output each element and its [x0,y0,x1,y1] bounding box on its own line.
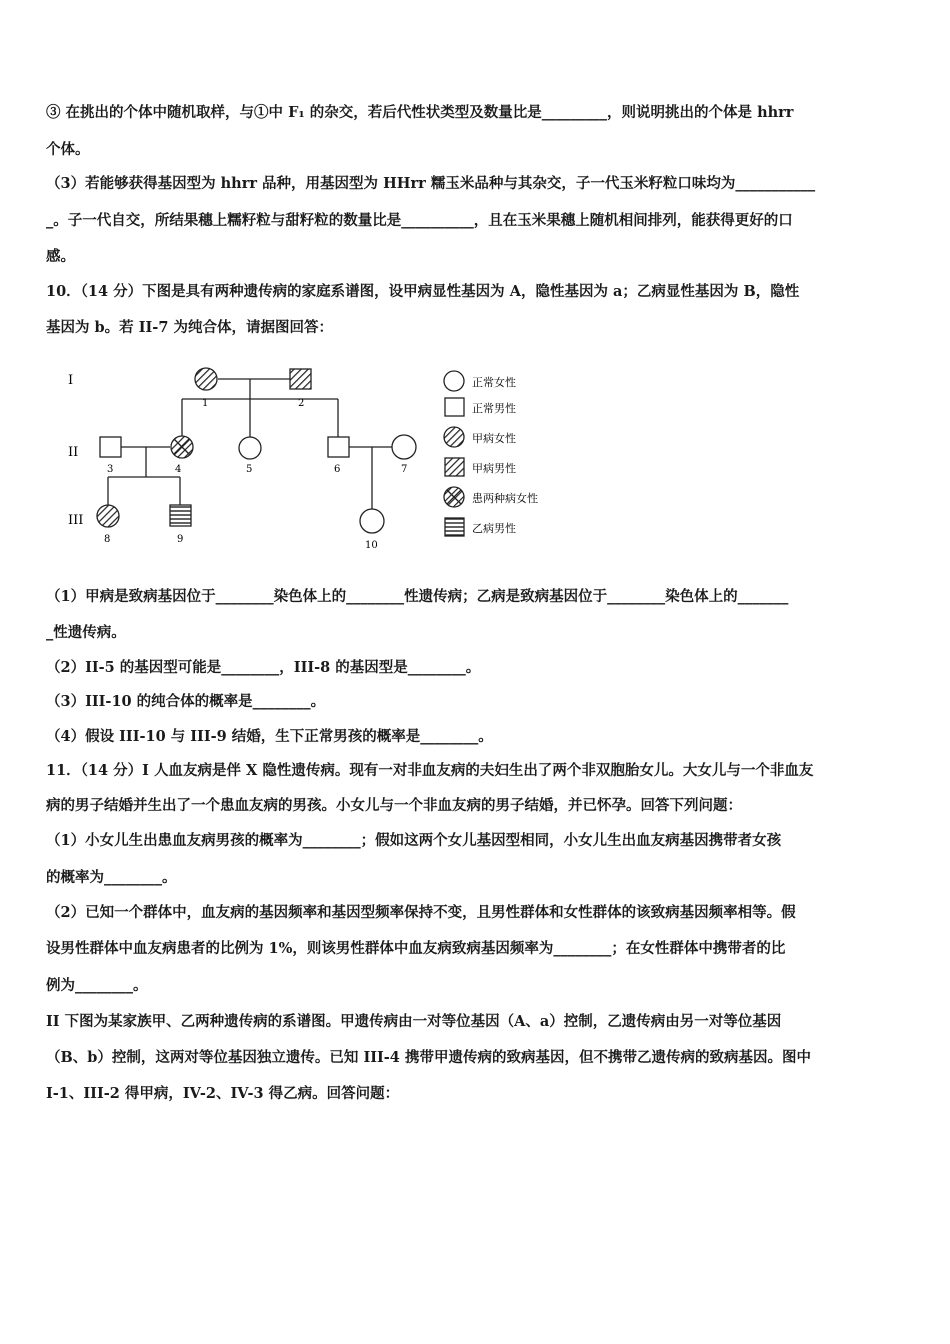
text-line-1: ③ 在挑出的个体中随机取样，与①中 F₁ 的杂交，若后代性状类型及数量比是_________，则说明挑出的个体是 hhrr [46,104,794,121]
generation-label-II: II [68,445,79,460]
question-10-sub-1-line-1: （1）甲病是致病基因位于________染色体上的________性遗传病；乙病是致病基因位于________染色体上的_______ [46,588,789,605]
legend-symbol-normal-male [445,398,464,416]
legend-symbol-disease-a-male [445,458,464,476]
question-10-line-2: 基因为 b。若 II-7 为纯合体，请据图回答： [46,319,333,336]
label-4: 4 [175,464,182,475]
question-11-sub-2-line-3: 例为________。 [46,977,148,994]
label-7: 7 [401,464,408,475]
question-11-part-2-line-2: （B、b）控制，这两对等位基因独立遗传。已知 III-4 携带甲遗传病的致病基因，但不携带乙遗传病的致病基因。图中 [46,1049,811,1066]
question-11-line-1: 11．（14 分）I 人血友病是伴 X 隐性遗传病。现有一对非血友病的夫妇生出了两个非双胞胎女儿。大女儿与一个非血友 [46,762,814,779]
question-10-sub-3: （3）III-10 的纯合体的概率是________。 [46,693,326,710]
question-11-sub-1-line-1: （1）小女儿生出患血友病男孩的概率为________；假如这两个女儿基因型相同，小女儿生出血友病基因携带者女孩 [46,832,782,849]
legend-disease-a-female: 甲病女性 [472,432,516,445]
text-line-2: 个体。 [46,141,90,158]
individual-II-7 [392,435,416,459]
label-9: 9 [177,534,184,545]
individual-II-5 [239,437,261,459]
legend-disease-a-male: 甲病男性 [472,462,516,475]
legend-symbol-both-diseases-female [444,487,464,507]
individual-II-3 [100,437,121,457]
label-5: 5 [246,464,253,475]
question-10-sub-4: （4）假设 III-10 与 III-9 结婚，生下正常男孩的概率是________。 [46,728,493,745]
text-line-4: _。子一代自交，所结果穗上糯籽粒与甜籽粒的数量比是__________，且在玉米果穗上随机相间排列，能获得更好的口 [46,212,793,229]
question-10-sub-1-line-2: _性遗传病。 [46,624,126,641]
label-6: 6 [334,464,341,475]
individual-I-2 [290,369,311,389]
question-10-line-1: 10．（14 分）下图是具有两种遗传病的家庭系谱图，设甲病显性基因为 A，隐性基因为 a；乙病显性基因为 B，隐性 [46,283,800,300]
individual-II-6 [328,437,349,457]
pedigree-legend [444,371,538,536]
label-10: 10 [365,540,378,551]
individual-II-4 [171,436,193,458]
question-11-sub-2-line-2: 设男性群体中血友病患者的比例为 1%，则该男性群体中血友病致病基因频率为________；在女性群体中携带者的比 [46,940,786,957]
individual-I-1 [195,368,217,390]
question-11-line-2: 病的男子结婚并生出了一个患血友病的男孩。小女儿与一个非血友病的男子结婚，并已怀孕。回答下列问题： [46,797,742,814]
legend-disease-b-male: 乙病男性 [472,522,516,535]
individual-III-8 [97,505,119,527]
individual-III-9 [170,505,191,526]
question-11-part-2-line-3: I-1、III-2 得甲病，IV-2、IV-3 得乙病。回答问题： [46,1085,400,1102]
text-line-5: 感。 [46,248,75,265]
generation-label-I: I [68,373,74,388]
label-8: 8 [104,534,111,545]
legend-normal-male: 正常男性 [472,402,516,415]
label-1: 1 [202,398,209,409]
legend-both-diseases-female: 患两种病女性 [472,492,538,505]
label-2: 2 [298,398,305,409]
legend-symbol-normal-female [444,371,464,391]
individual-III-10 [360,509,384,533]
generation-label-III: III [68,513,84,528]
text-line-3: （3）若能够获得基因型为 hhrr 品种，用基因型为 HHrr 糯玉米品种与其杂交，子一代玉米籽粒口味均为___________ [46,175,816,192]
legend-symbol-disease-b-male [445,518,464,536]
question-11-sub-2-line-1: （2）已知一个群体中，血友病的基因频率和基因型频率保持不变，且男性群体和女性群体的该致病基因频率相等。假 [46,904,796,921]
legend-normal-female: 正常女性 [472,376,516,389]
label-3: 3 [107,464,114,475]
question-11-sub-1-line-2: 的概率为________。 [46,869,177,886]
question-10-sub-2: （2）II-5 的基因型可能是________，III-8 的基因型是________。 [46,659,481,676]
legend-symbol-disease-a-female [444,427,464,447]
pedigree-figure [60,362,580,557]
question-11-part-2-line-1: II 下图为某家族甲、乙两种遗传病的系谱图。甲遗传病由一对等位基因（A、a）控制，乙遗传病由另一对等位基因 [46,1013,782,1030]
